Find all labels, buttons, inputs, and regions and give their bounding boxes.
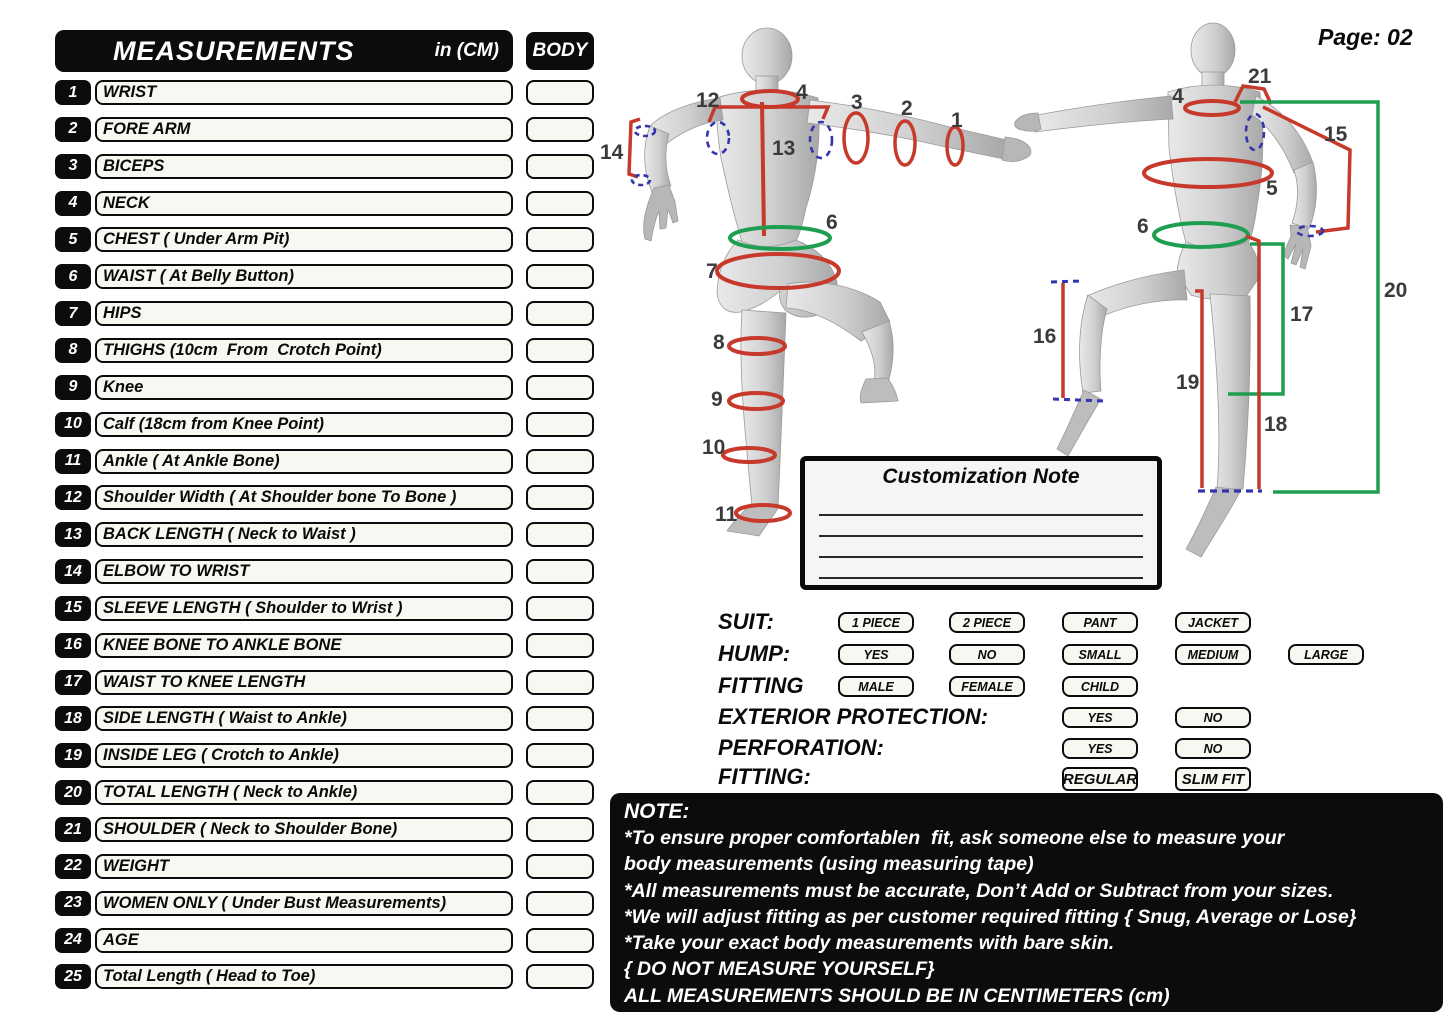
figure-annotation: 10 xyxy=(702,436,726,459)
row-number-badge: 11 xyxy=(55,449,91,474)
measurement-row xyxy=(55,191,600,217)
measurement-field[interactable]: SIDE LENGTH ( Waist to Ankle) xyxy=(95,706,513,731)
measurement-row xyxy=(55,80,600,106)
figure-annotation: 9 xyxy=(711,388,723,411)
measurement-row xyxy=(55,670,600,696)
body-value-field[interactable] xyxy=(526,670,594,695)
row-number-badge: 5 xyxy=(55,227,91,252)
figure-annotation: 3 xyxy=(851,91,863,114)
measurement-row xyxy=(55,227,600,253)
measurement-row xyxy=(55,154,600,180)
measurement-row xyxy=(55,264,600,290)
row-number-badge: 19 xyxy=(55,743,91,768)
option-button-no[interactable]: NO xyxy=(1175,707,1251,728)
body-value-field[interactable] xyxy=(526,117,594,142)
figure-annotation: 19 xyxy=(1176,371,1200,394)
measurement-row xyxy=(55,485,600,511)
row-number-badge: 4 xyxy=(55,191,91,216)
measurement-row xyxy=(55,706,600,732)
option-button-small[interactable]: SMALL xyxy=(1062,644,1138,665)
body-value-field[interactable] xyxy=(526,264,594,289)
note-line: { DO NOT MEASURE YOURSELF} xyxy=(624,958,935,981)
body-value-field[interactable] xyxy=(526,154,594,179)
row-number-badge: 15 xyxy=(55,596,91,621)
figure-annotation: 6 xyxy=(1137,215,1149,238)
option-button-slim-fit[interactable]: SLIM FIT xyxy=(1175,767,1251,791)
option-button-female[interactable]: FEMALE xyxy=(949,676,1025,697)
measurement-row xyxy=(55,449,600,475)
option-button-medium[interactable]: MEDIUM xyxy=(1175,644,1251,665)
measurement-row xyxy=(55,743,600,769)
option-button-2-piece[interactable]: 2 PIECE xyxy=(949,612,1025,633)
measurement-field[interactable]: INSIDE LEG ( Crotch to Ankle) xyxy=(95,743,513,768)
measurement-field[interactable]: WAIST TO KNEE LENGTH xyxy=(95,670,513,695)
option-label: PERFORATION: xyxy=(718,735,884,760)
customization-write-line[interactable] xyxy=(819,558,1143,579)
figure-annotation: 11 xyxy=(715,503,738,526)
note-line: *Take your exact body measurements with bare skin. xyxy=(624,932,1115,955)
measurement-field[interactable]: WEIGHT xyxy=(95,854,513,879)
body-value-field[interactable] xyxy=(526,928,594,953)
measurement-row xyxy=(55,117,600,143)
note-line: *We will adjust fitting as per customer required fitting { Snug, Average or Lose} xyxy=(624,905,1357,928)
body-value-field[interactable] xyxy=(526,412,594,437)
measurement-field[interactable]: CHEST ( Under Arm Pit) xyxy=(95,227,513,252)
figure-annotation: 2 xyxy=(901,97,913,120)
measurement-row xyxy=(55,596,600,622)
panel-title: MEASUREMENTS xyxy=(113,35,355,66)
body-value-field[interactable] xyxy=(526,227,594,252)
measurement-row xyxy=(55,817,600,843)
note-lines xyxy=(624,825,1429,1009)
option-row xyxy=(610,705,1410,731)
option-label: HUMP: xyxy=(718,641,791,666)
measurement-field[interactable]: BICEPS xyxy=(95,154,513,179)
measurement-row xyxy=(55,964,600,990)
body-value-field[interactable] xyxy=(526,191,594,216)
measurement-field[interactable]: HIPS xyxy=(95,301,513,326)
figure-annotation: 6 xyxy=(826,211,838,234)
figure-annotation: 1 xyxy=(951,109,963,132)
panel-unit-label: in (CM) xyxy=(434,40,499,61)
body-value-field[interactable] xyxy=(526,891,594,916)
measurement-row xyxy=(55,854,600,880)
option-row xyxy=(610,736,1410,762)
row-number-badge: 18 xyxy=(55,706,91,731)
measurement-field[interactable]: WOMEN ONLY ( Under Bust Measurements) xyxy=(95,891,513,916)
option-button-no[interactable]: NO xyxy=(949,644,1025,665)
body-value-field[interactable] xyxy=(526,817,594,842)
customization-note-lines xyxy=(819,495,1143,579)
body-column-header: BODY xyxy=(526,32,594,70)
option-row xyxy=(610,765,1410,791)
figure-annotation: 13 xyxy=(772,137,796,160)
body-value-field[interactable] xyxy=(526,780,594,805)
measurement-field[interactable]: THIGHS (10cm From Crotch Point) xyxy=(95,338,513,363)
option-button-male[interactable]: MALE xyxy=(838,676,914,697)
note-box xyxy=(610,793,1443,1012)
body-value-field[interactable] xyxy=(526,522,594,547)
measurement-field[interactable]: NECK xyxy=(95,191,513,216)
row-number-badge: 7 xyxy=(55,301,91,326)
body-value-field[interactable] xyxy=(526,301,594,326)
body-value-field[interactable] xyxy=(526,596,594,621)
row-number-badge: 22 xyxy=(55,854,91,879)
row-number-badge: 20 xyxy=(55,780,91,805)
row-number-badge: 24 xyxy=(55,928,91,953)
body-value-field[interactable] xyxy=(526,964,594,989)
figure-annotation: 5 xyxy=(1266,177,1278,200)
measurement-row xyxy=(55,522,600,548)
figure-annotation: 17 xyxy=(1290,303,1314,326)
measurement-field[interactable]: Ankle ( At Ankle Bone) xyxy=(95,449,513,474)
row-number-badge: 2 xyxy=(55,117,91,142)
row-number-badge: 10 xyxy=(55,412,91,437)
note-line: body measurements (using measuring tape) xyxy=(624,853,1034,876)
options-section xyxy=(610,608,1410,793)
option-button-yes[interactable]: YES xyxy=(1062,707,1138,728)
row-number-badge: 23 xyxy=(55,891,91,916)
body-value-field[interactable] xyxy=(526,854,594,879)
measurements-header xyxy=(55,30,513,72)
option-button-large[interactable]: LARGE xyxy=(1288,644,1364,665)
measurement-row xyxy=(55,891,600,917)
customization-write-line[interactable] xyxy=(819,516,1143,537)
row-number-badge: 14 xyxy=(55,559,91,584)
option-button-1-piece[interactable]: 1 PIECE xyxy=(838,612,914,633)
body-value-field[interactable] xyxy=(526,559,594,584)
measurement-field[interactable]: AGE xyxy=(95,928,513,953)
option-label: EXTERIOR PROTECTION: xyxy=(718,704,989,729)
note-line: *To ensure proper comfortablen fit, ask someone else to measure your xyxy=(624,827,1285,849)
option-button-regular[interactable]: REGULAR xyxy=(1062,767,1138,791)
body-value-field[interactable] xyxy=(526,375,594,400)
measurement-field[interactable]: ELBOW TO WRIST xyxy=(95,559,513,584)
figure-annotation: 18 xyxy=(1264,413,1288,436)
measurement-row xyxy=(55,780,600,806)
option-button-child[interactable]: CHILD xyxy=(1062,676,1138,697)
measurement-field[interactable]: SHOULDER ( Neck to Shoulder Bone) xyxy=(95,817,513,842)
row-number-badge: 6 xyxy=(55,264,91,289)
body-value-field[interactable] xyxy=(526,633,594,658)
row-number-badge: 17 xyxy=(55,670,91,695)
row-number-badge: 9 xyxy=(55,375,91,400)
note-line: *All measurements must be accurate, Don’t Add or Subtract from your sizes. xyxy=(624,879,1334,902)
customization-note-box xyxy=(800,456,1162,590)
option-row xyxy=(610,642,1410,668)
measurement-field[interactable]: Calf (18cm from Knee Point) xyxy=(95,412,513,437)
body-value-field[interactable] xyxy=(526,80,594,105)
option-label: FITTING xyxy=(718,673,804,698)
note-heading: NOTE: xyxy=(624,800,690,823)
figure-annotation: 4 xyxy=(1172,85,1184,108)
figure-annotation: 16 xyxy=(1033,325,1057,348)
row-number-badge: 25 xyxy=(55,964,91,989)
measurement-field[interactable]: WAIST ( At Belly Button) xyxy=(95,264,513,289)
measurement-row xyxy=(55,633,600,659)
figure-annotation: 21 xyxy=(1248,65,1272,88)
row-number-badge: 13 xyxy=(55,522,91,547)
measurement-row xyxy=(55,338,600,364)
option-label: SUIT: xyxy=(718,609,774,634)
measurement-row xyxy=(55,412,600,438)
body-value-field[interactable] xyxy=(526,743,594,768)
row-number-badge: 21 xyxy=(55,817,91,842)
measurement-field[interactable]: WRIST xyxy=(95,80,513,105)
figure-annotation: 20 xyxy=(1384,279,1408,302)
measurement-row xyxy=(55,301,600,327)
customization-write-line[interactable] xyxy=(819,537,1143,558)
figure-annotation: 12 xyxy=(696,89,720,112)
measurement-field[interactable]: Total Length ( Head to Toe) xyxy=(95,964,513,989)
measurement-field[interactable]: FORE ARM xyxy=(95,117,513,142)
option-label: FITTING: xyxy=(718,764,811,789)
figure-annotation: 7 xyxy=(706,260,718,283)
measurement-field[interactable]: BACK LENGTH ( Neck to Waist ) xyxy=(95,522,513,547)
option-button-yes[interactable]: YES xyxy=(1062,738,1138,759)
row-number-badge: 8 xyxy=(55,338,91,363)
note-line: ALL MEASUREMENTS SHOULD BE IN CENTIMETERS (cm) xyxy=(624,984,1170,1007)
measurement-row xyxy=(55,928,600,954)
figure-annotation: 14 xyxy=(600,141,624,164)
measurement-row xyxy=(55,375,600,401)
body-value-field[interactable] xyxy=(526,449,594,474)
option-button-pant[interactable]: PANT xyxy=(1062,612,1138,633)
row-number-badge: 1 xyxy=(55,80,91,105)
option-button-no[interactable]: NO xyxy=(1175,738,1251,759)
measurement-row xyxy=(55,559,600,585)
figure-annotation: 8 xyxy=(713,331,725,354)
customization-write-line[interactable] xyxy=(819,495,1143,516)
option-button-jacket[interactable]: JACKET xyxy=(1175,612,1251,633)
measurement-field[interactable]: Shoulder Width ( At Shoulder bone To Bone ) xyxy=(95,485,513,510)
measurement-field[interactable]: SLEEVE LENGTH ( Shoulder to Wrist ) xyxy=(95,596,513,621)
body-value-field[interactable] xyxy=(526,485,594,510)
row-number-badge: 12 xyxy=(55,485,91,510)
body-value-field[interactable] xyxy=(526,706,594,731)
row-number-badge: 16 xyxy=(55,633,91,658)
figure-annotation: 4 xyxy=(796,81,808,104)
option-button-yes[interactable]: YES xyxy=(838,644,914,665)
option-row xyxy=(610,610,1410,636)
option-row xyxy=(610,674,1410,700)
body-value-field[interactable] xyxy=(526,338,594,363)
figure-annotation: 15 xyxy=(1324,123,1348,146)
customization-note-title: Customization Note xyxy=(882,465,1080,488)
measurement-field[interactable]: TOTAL LENGTH ( Neck to Ankle) xyxy=(95,780,513,805)
measurement-field[interactable]: KNEE BONE TO ANKLE BONE xyxy=(95,633,513,658)
page-number-label: Page: 02 xyxy=(1318,24,1413,50)
measurement-field[interactable]: Knee xyxy=(95,375,513,400)
row-number-badge: 3 xyxy=(55,154,91,179)
